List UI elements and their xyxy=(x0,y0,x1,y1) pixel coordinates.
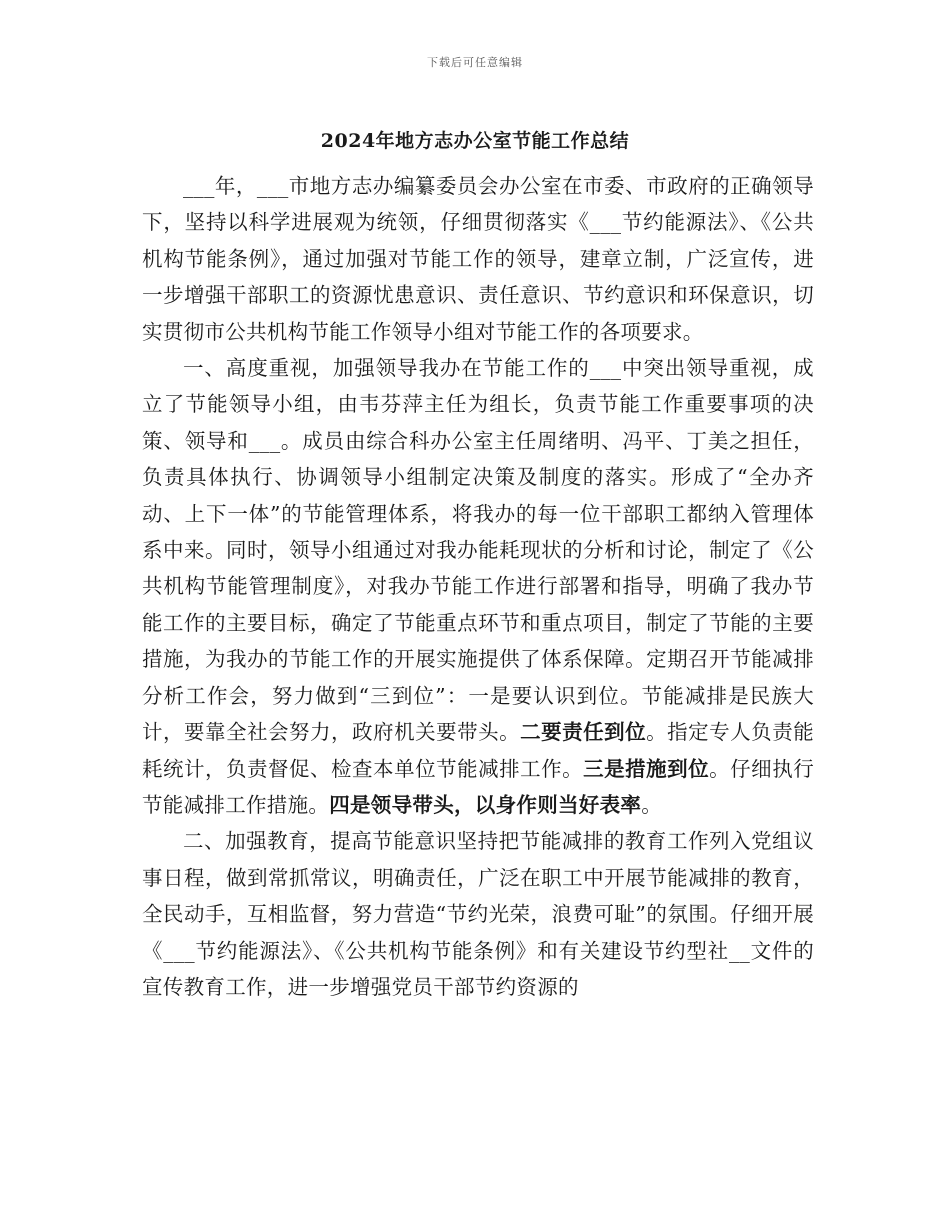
section-1-text-2: 。指定专人负责能耗统计，负责督促、检查本单位节能减排工作。 xyxy=(142,720,814,781)
paragraph-intro: ___年，___市地方志办编纂委员会办公室在市委、市政府的正确领导下，坚持以科学进展观为统领，仔细贯彻落实《___节约能源法》、《公共机构节能条例》，通过加强对节能工作的领导，建章立制，广泛宣传，进一步增强干部职工的资源忧患意识、责任意识、节约意识和环保意识，切实贯彻市公共机构节能工作领导小组对节能工作的各项要求。 xyxy=(142,174,814,344)
section-1-text-4: 。 xyxy=(641,792,663,817)
section-1-bold-measures: 三是措施到位 xyxy=(583,756,710,781)
paragraph-section-2: 二、加强教育，提高节能意识坚持把节能减排的教育工作列入党组议事日程，做到常抓常议，明确责任，广泛在职工中开展节能减排的教育，全民动手，互相监督，努力营造“节约光荣，浪费可耻”的氛围。仔细开展《___节约能源法》、《公共机构节能条例》和有关建设节约型社__文件的宣传教育工作，进一步增强党员干部节约资源的 xyxy=(142,829,814,999)
header-note: 下载后可任意编辑 xyxy=(427,56,523,69)
section-1-text-3: 。仔细执行节能减排工作措施。 xyxy=(142,756,814,817)
paragraph-section-1 xyxy=(142,350,814,823)
section-1-bold-leadership: 四是领导带头，以身作则当好表率 xyxy=(329,792,642,817)
section-1-text: 一、高度重视，加强领导我办在节能工作的___中突出领导重视，成立了节能领导小组，由韦芬萍主任为组长，负责节能工作重要事项的决策、领导和___。成员由综合科办公室主任周绪明、冯平、丁美之担任，负责具体执行、协调领导小组制定决策及制度的落实。形成了“全办齐动、上下一体”的节能管理体系，将我办的每一位干部职工都纳入管理体系中来。同时，领导小组通过对我办能耗现状的分析和讨论，制定了《公共机构节能管理制度》，对我办节能工作进行部署和指导，明确了我办节能工作的主要目标，确定了节能重点环节和重点项目，制定了节能的主要措施，为我办的节能工作的开展实施提供了体系保障。定期召开节能减排分析工作会，努力做到“三到位”：一是要认识到位。节能减排是民族大计，要靠全社会努力，政府机关要带头。 xyxy=(142,356,814,745)
document-title: 2024年地方志办公室节能工作总结 xyxy=(320,130,630,152)
document-body xyxy=(142,168,814,1005)
section-1-bold-responsibility: 二要责任到位 xyxy=(520,720,647,745)
